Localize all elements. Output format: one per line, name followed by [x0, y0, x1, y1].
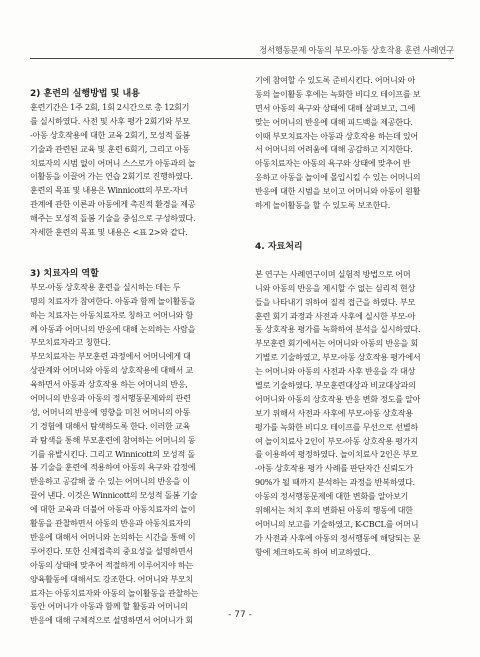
text-line: 90%가 될 때까지 분석하는 과정을 반복하였다. — [255, 477, 415, 488]
section-heading: 3) 치료자의 역할 — [30, 268, 99, 279]
text-line: 하는 치료자는 아동치료자로 칭하고 어머니와 함 — [30, 309, 193, 320]
text-line: 반응하고 공감해 줄 수 있는 어머니의 반응을 이 — [30, 476, 191, 487]
text-line: 를 이용하여 평정하였다. 놀이치료사 2인은 부모 — [255, 449, 418, 460]
text-line: -아동 상호작용 평가 사례를 판단자간 신뢰도가 — [255, 463, 413, 474]
text-line: 어머니의 반응과 아동의 정서행동문제와의 관련 — [30, 393, 191, 404]
text-line: 기술과 관련된 교육 및 훈련 6회기, 그리고 아동 — [30, 143, 190, 154]
text-line: 동 상호작용 평가를 녹화하여 분석을 실시하였다. — [255, 324, 421, 335]
text-line: 어머니의 보고를 기술하였고, K-CBCL를 어머니 — [255, 518, 419, 529]
text-line: 봄 기술을 훈련에 적용하여 아동의 욕구와 감정에 — [30, 462, 196, 473]
text-line: 동안 어머니가 아동과 함께 할 활동과 어머니의 — [30, 601, 188, 612]
text-line: 항에 체크하도록 하여 비교하였다. — [255, 546, 371, 557]
left-column — [30, 74, 229, 628]
spacer — [30, 240, 229, 254]
header-rule — [30, 58, 454, 59]
text-line: 성, 어머니의 반응에 영향을 미친 어머니의 아동 — [30, 406, 191, 417]
text-line: 면서 아동의 욕구와 상태에 대해 살펴보고, 그에 — [255, 102, 416, 113]
text-line: 들을 나타내기 위하여 질적 접근을 하였다. 부모 — [255, 296, 416, 307]
text-line: 육하면서 아동과 상호작용 하는 어머니의 반응, — [30, 379, 188, 390]
text-line: 서 어머니의 어려움에 대해 공감하고 지지한다. — [255, 144, 413, 155]
text-line: 반응에 대해 구체적으로 설명하면서 어머니가 회 — [30, 615, 193, 626]
text-line: 상관계와 어머니와 아동의 상호작용에 대해서 교 — [30, 365, 193, 376]
text-line: 루어진다. 또한 신체접촉의 중요성을 설명하면서 — [30, 545, 193, 556]
text-line: 훈련 회기 과정과 사전과 사후에 실시한 부모-아 — [255, 310, 416, 321]
text-line: 자세한 훈련의 목표 및 내용은 <표 2>와 같다. — [30, 227, 188, 238]
text-line: 기를 유발시킨다. 그리고 Winnicott의 모성적 돌 — [30, 448, 195, 459]
text-line: -아동 상호작용에 대한 교육 2회기, 모성적 돌봄 — [30, 129, 190, 140]
text-line: 보기 위해서 사전과 사후에 부모-아동 상호작용 — [255, 407, 413, 418]
running-head: 정서행동문제 아동의 부모-아동 상호작용 훈련 사례연구 — [259, 45, 454, 55]
text-line: 해주는 모성적 돌봄 기술을 중심으로 구성하였다. — [30, 213, 196, 224]
text-line: 아동치료자는 아동의 욕구와 상태에 맞추어 반 — [255, 158, 411, 169]
text-line: 아동의 상태에 맞추어 적절하게 이루어지야 하는 — [30, 559, 193, 570]
text-line: 어머니와 아동의 상호작용 반응 변화 정도를 알아 — [255, 393, 421, 404]
text-line: 치료자의 시범 없이 어머니 스스로가 아동과의 놀 — [30, 157, 196, 168]
text-line: 부모-아동 상호작용 훈련을 실시하는 데는 두 — [30, 281, 181, 292]
text-line: 가 사전과 사후에 아동의 정서행동에 해당되는 문 — [255, 532, 421, 543]
text-line: 훈련기간은 1주 2회, 1회 2시간으로 총 12회기 — [30, 102, 190, 112]
text-line: 부모치료자는 부모훈련 과정에서 어머니에게 대 — [30, 351, 191, 362]
text-line: 본 연구는 사례연구이며 실험적 방법으로 어머 — [255, 268, 411, 279]
text-line: 별로 기술하였다. 부모훈련대상과 비교대상과의 — [255, 380, 416, 391]
text-line: 니와 아동의 반응을 제시할 수 없는 심리적 현상 — [255, 282, 416, 293]
text-line: 명의 치료자가 참여한다. 아동과 함께 놀이활동을 — [30, 295, 196, 306]
section-heading: 4. 자료처리 — [255, 241, 303, 252]
text-line: 반응에 대한 시범을 보이고 어머니와 아동이 원활 — [255, 186, 421, 197]
text-line: 기 경험에 대해서 탐색하도록 한다. 이러한 교육 — [30, 420, 191, 431]
text-line: 양육활동에 대해서도 강조한다. 어머니와 부모치 — [30, 573, 193, 584]
text-line: 응하고 아동을 놀이에 몰입시킬 수 있는 어머니의 — [255, 172, 421, 183]
text-line: 과 탐색을 통해 부모훈련에 참여하는 어머니의 동 — [30, 434, 196, 445]
spacer — [255, 227, 454, 241]
text-line: 이활동을 이끌어 가는 연습 2회기로 진행하였다. — [30, 171, 193, 182]
page-number: - 77 - — [228, 610, 252, 620]
text-line: 여 놀이치료사 2인이 부모-아동 상호작용 평가지 — [255, 435, 418, 446]
text-line: 관계에 관한 이론과 아동에게 촉진적 환경을 제공 — [30, 199, 196, 210]
text-line: 아동의 정서행동문제에 대한 변화를 알아보기 — [255, 491, 409, 502]
spacer — [255, 213, 454, 227]
section-heading: 2) 훈련의 실행방법 및 내용 — [30, 89, 140, 99]
text-line: 이때 부모치료자는 아동과 상호작용 하는데 있어 — [255, 130, 418, 141]
text-line: 맞는 어머니의 반응에 대해 피드백을 제공한다. — [255, 116, 413, 127]
text-line: 하게 놀이활동을 할 수 있도록 보조한다. — [255, 200, 391, 211]
text-line: 기별로 기술하였고, 부모-아동 상호작용 평가에서 — [255, 352, 421, 363]
text-line: 를 실시하였다. 사전 및 사후 평가 2회기와 부모 — [30, 115, 190, 126]
text-line: 활동을 관찰하면서 아동의 반응과 아동치료자의 — [30, 518, 191, 529]
text-line: 동의 놀이활동 후에는 녹화한 비디오 테이프를 보 — [255, 88, 421, 99]
text-line: 에 대한 교육과 더불어 아동과 아동치료자의 놀이 — [30, 504, 196, 515]
text-line: 기에 참여할 수 있도록 준비시킨다. 어머니와 아 — [255, 75, 416, 85]
text-line: 반응에 대해서 어머니와 논의하는 시간을 통해 이 — [30, 531, 196, 542]
text-line: 부모훈련 회기에서는 어머니와 아동의 반응을 회 — [255, 338, 418, 349]
text-line: 평가를 녹화한 비디오 테이프를 무선으로 선별하 — [255, 421, 418, 432]
text-line: 부모치료자라고 칭한다. — [30, 337, 111, 348]
right-column — [255, 74, 454, 560]
text-line: 끌어 낸다. 이것은 Winnicott의 모성적 돌봄 기술 — [30, 490, 198, 501]
text-line: 료자는 아동치료자와 아동의 놀이활동을 관찰하는 — [30, 587, 199, 598]
text-line: 는 어머니와 아동의 사전과 사후 반응을 각 대상 — [255, 366, 416, 377]
spacer — [255, 254, 454, 268]
text-line: 위해서는 처치 후의 변화된 아동의 행동에 대한 — [255, 505, 413, 516]
text-line: 훈련의 목표 및 내용은 Winnicott의 부모-자녀 — [30, 185, 188, 196]
spacer — [30, 254, 229, 268]
text-line: 께 아동과 어머니의 반응에 대해 논의하는 사람을 — [30, 323, 196, 334]
spacer — [30, 74, 229, 88]
